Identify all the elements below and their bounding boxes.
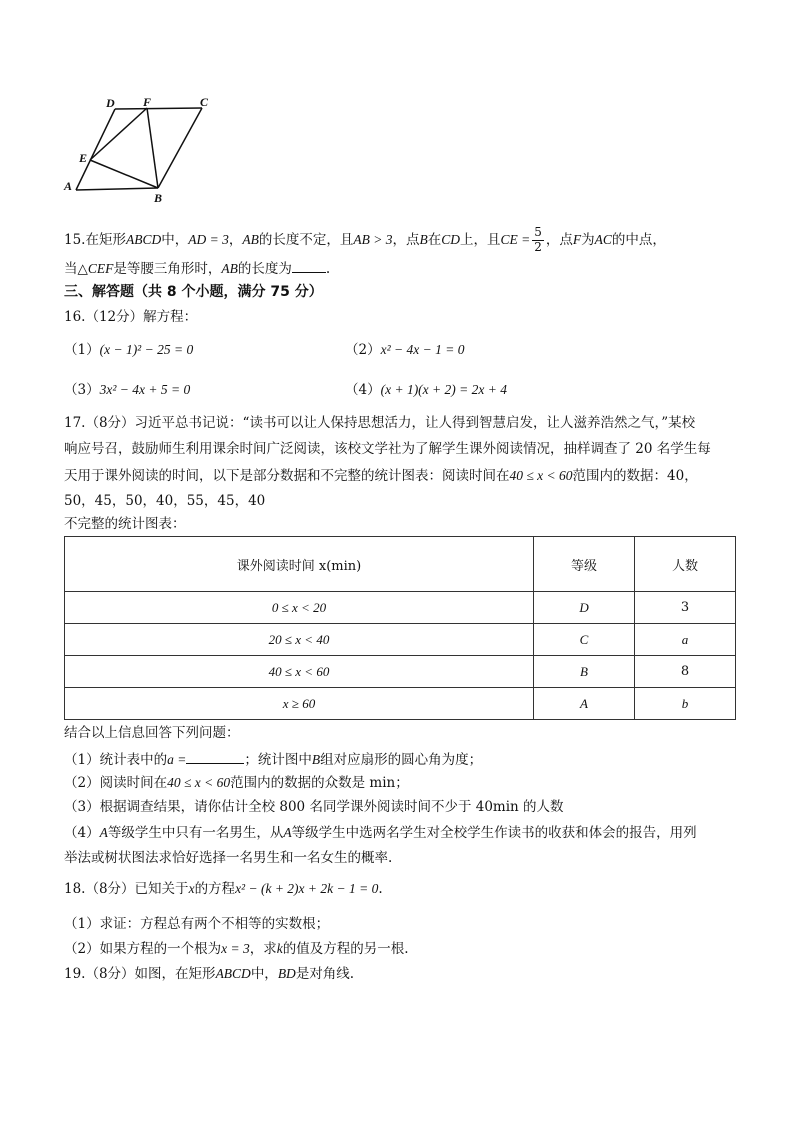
q19-var: BD: [277, 966, 296, 981]
q19-text: 是对角线.: [295, 966, 355, 982]
q15-text: ，点: [545, 231, 573, 248]
fraction-numerator: 5: [534, 225, 542, 239]
table-cell: a: [635, 624, 736, 656]
label-D: D: [106, 96, 115, 110]
q17-text: 范围内的数据的众数是 min；: [230, 775, 409, 791]
table-cell: D: [534, 592, 635, 624]
q18-text: 的方程: [194, 881, 236, 897]
q16-eq4: [345, 383, 507, 398]
q18-text: （2）如果方程的一个根为: [64, 941, 222, 957]
table-cell: 0 ≤ x < 20: [65, 592, 534, 624]
q16-title: 16.（12分）解方程：: [64, 309, 198, 325]
q15-var: AC: [594, 231, 612, 247]
table-cell: b: [635, 688, 736, 720]
answer-blank: [292, 260, 326, 273]
q18-text: .: [378, 881, 383, 897]
q16-eq3: [64, 383, 190, 398]
table-cell: B: [534, 656, 635, 688]
q15-var: CEF: [87, 261, 114, 276]
q18-sub1: （1）求证：方程总有两个不相等的实数根；: [64, 916, 330, 932]
side-AD: [76, 109, 115, 190]
q17-text: 等级学生中只有一名男生，从: [107, 825, 284, 841]
side-DC: [115, 108, 202, 109]
q15-text: 的长度不定，且: [258, 231, 354, 248]
q17-text: ；统计图中: [244, 752, 312, 768]
q15-line2: [64, 260, 330, 277]
answer-blank: [186, 751, 244, 764]
q15-fraction: [532, 226, 544, 255]
q19-var: ABCD: [215, 966, 251, 981]
q15-math: CE =: [500, 231, 531, 247]
eq-label: （3）: [64, 382, 100, 398]
segment-FB: [147, 108, 158, 188]
q17-sub3: （3）根据调查结果，请你估计全校 800 名同学课外阅读时间不少于 40min 的人数: [64, 799, 564, 815]
q15-line1: [64, 226, 666, 255]
equation: (x − 1)² − 25 = 0: [99, 342, 194, 357]
table-row: [65, 624, 736, 656]
eq-label: （4）: [345, 382, 381, 398]
q17-after: 结合以上信息回答下列问题：: [64, 725, 240, 741]
fraction-denominator: 2: [534, 239, 542, 254]
q15-text: 上，且: [459, 231, 501, 248]
q15-var: AB: [242, 231, 259, 247]
q15-text: .: [325, 261, 331, 277]
q15-text: ，: [228, 231, 243, 248]
segment-EB: [90, 160, 158, 188]
table-cell: x ≥ 60: [65, 688, 534, 720]
label-C: C: [200, 95, 209, 109]
q15-text: 为: [581, 231, 595, 248]
eq-label: （2）: [345, 342, 381, 358]
table-header: 等级: [534, 537, 635, 592]
side-AB: [76, 188, 158, 190]
label-A: A: [64, 179, 73, 193]
table-header: 人数: [635, 537, 736, 592]
section-heading: 三、解答题（共 8 个小题，满分 75 分）: [64, 284, 323, 300]
q15-text: 的长度为: [237, 261, 292, 277]
q17-var: A: [283, 825, 292, 840]
q17-text: （4）: [64, 825, 100, 841]
q16-eq2: [345, 343, 464, 358]
q17-math: 40 ≤ x < 60: [167, 775, 231, 790]
q17-math: 40 ≤ x < 60: [509, 468, 573, 483]
q18-text: ，求: [249, 941, 277, 957]
q17-line1: 17.（8分）习近平总书记说：“读书可以让人保持思想活力，让人得到智慧启发，让人滋养浩然之气，”某校: [64, 415, 696, 431]
q17-line5: 不完整的统计图表：: [64, 516, 186, 532]
side-CB: [158, 108, 202, 188]
q17-line4: 50，45，50，40，55，45，40: [64, 493, 266, 509]
q15-var: F: [572, 231, 582, 247]
equation: x² − 4x − 1 = 0: [380, 342, 465, 357]
table-cell: 8: [635, 656, 736, 688]
table-row: [65, 656, 736, 688]
equation: 3x² − 4x + 5 = 0: [99, 382, 191, 397]
table-cell: A: [534, 688, 635, 720]
q18-title: [64, 882, 383, 897]
q17-var: A: [99, 825, 108, 840]
q19-title: [64, 967, 354, 982]
q17-line2: 响应号召，鼓励师生利用课余时间广泛阅读，该校文学社为了解学生课外阅读情况，抽样调查了 20 名学生每: [64, 441, 711, 457]
q18-math: x = 3: [221, 941, 250, 956]
q15-text: 当△: [64, 261, 88, 277]
q17-text: 等级学生中选两名学生对全校学生作读书的收获和体会的报告，用列: [291, 825, 697, 841]
q15-text: 在: [427, 231, 442, 248]
table-cell: 3: [635, 592, 736, 624]
q17-text: 组对应扇形的圆心角为度；: [320, 752, 483, 768]
table-cell: C: [534, 624, 635, 656]
q17-text: 天用于课外阅读的时间，以下是部分数据和不完整的统计图表：阅读时间在: [64, 468, 510, 484]
q17-text: （2）阅读时间在: [64, 775, 168, 791]
q18-text: 的值及方程的另一根.: [282, 941, 409, 957]
table-header-row: [65, 537, 736, 592]
q15-var: AB: [221, 261, 238, 276]
label-E: E: [79, 151, 88, 165]
q17-text: 范围内的数据：40，: [572, 468, 698, 484]
table-cell: 20 ≤ x < 40: [65, 624, 534, 656]
q17-var: B: [311, 752, 321, 767]
q15-text: 的中点，: [611, 231, 666, 248]
table-row: [65, 592, 736, 624]
q15-var: B: [419, 231, 428, 247]
statistics-table: [64, 536, 736, 720]
q18-var: k: [276, 941, 283, 956]
q15-math: AB > 3: [353, 231, 393, 247]
q17-sub4: [64, 826, 697, 841]
q19-text: 中，: [250, 966, 278, 982]
q15-text: 15.在矩形: [64, 231, 126, 248]
q17-math: a =: [167, 752, 187, 767]
q17-text: （1）统计表中的: [64, 752, 168, 768]
q18-sub2: [64, 942, 409, 957]
table-header: 课外阅读时间 x(min): [65, 537, 534, 592]
q15-var: CD: [441, 231, 460, 247]
eq-label: （1）: [64, 342, 100, 358]
label-B: B: [154, 191, 163, 204]
label-F: F: [143, 95, 152, 109]
q18-equation: x² − (k + 2)x + 2k − 1 = 0: [235, 881, 379, 896]
segment-FE: [90, 108, 147, 160]
q19-text: 19.（8分）如图，在矩形: [64, 966, 216, 982]
equation: (x + 1)(x + 2) = 2x + 4: [380, 382, 507, 397]
q15-text: 是等腰三角形时，: [113, 261, 222, 277]
q15-text: ，点: [392, 231, 420, 248]
q17-sub4-line2: 举法或树状图法求恰好选择一名男生和一名女生的概率.: [64, 850, 393, 866]
q15-math: AD = 3: [188, 231, 229, 247]
q18-text: 18.（8分）已知关于: [64, 881, 189, 897]
q18-var: x: [188, 881, 195, 896]
q15-var: ABCD: [125, 231, 162, 247]
q17-sub2: [64, 776, 409, 791]
q16-eq1: [64, 343, 193, 358]
table-row: [65, 688, 736, 720]
q17-line3: [64, 469, 698, 484]
q15-text: 中，: [161, 231, 189, 248]
q17-sub1: [64, 751, 482, 768]
table-cell: 40 ≤ x < 60: [65, 656, 534, 688]
geometry-figure: [62, 94, 222, 204]
